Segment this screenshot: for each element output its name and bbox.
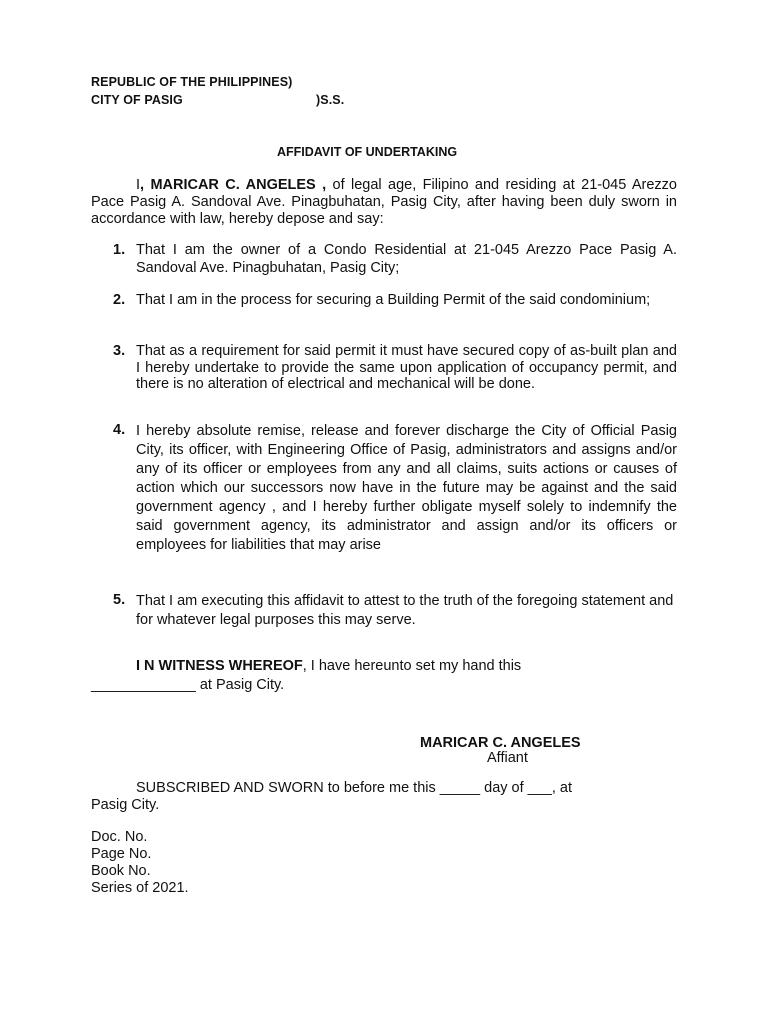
page-no: Page No. (91, 846, 152, 862)
affiant-label: Affiant (487, 750, 528, 766)
affiant-name: MARICAR C. ANGELES (420, 735, 581, 751)
list-item: I hereby absolute remise, release and forever discharge the City of Official Pasig City, its officer, with Engineering Office of Pasig, administrators and assigns and/or any of its officer or employees from any and all claims, suits actions or causes of action which our successors now have in the future may be against and the said government agency , and I hereby further obligate myself solely to indemnify the said government agency, its administrator and assign and/or its officers or employees for liabilities that may arise (136, 423, 677, 553)
item-number: 1. (113, 242, 126, 258)
venue-city: CITY OF PASIG (91, 93, 183, 107)
list-item: That as a requirement for said permit it must have secured copy of as-built plan and I hereby undertake to provide the same upon application of occupancy permit, and there is no alteration of electrical and mechanical will be done. (136, 343, 677, 392)
intro-paragraph (91, 177, 677, 228)
witness-line-1 (136, 658, 521, 675)
affiant-name-inline: , MARICAR C. ANGELES , (140, 177, 327, 193)
subscribed-line-1: SUBSCRIBED AND SWORN to before me this _____ day of ___, at (136, 780, 572, 796)
item-number: 4. (113, 422, 126, 438)
venue-line-1: REPUBLIC OF THE PHILIPPINES) (91, 75, 293, 89)
witness-heading: I N WITNESS WHEREOF (136, 658, 303, 674)
witness-line-2: _____________ at Pasig City. (91, 677, 285, 693)
item-number: 2. (113, 292, 126, 308)
series: Series of 2021. (91, 880, 189, 896)
doc-no: Doc. No. (91, 829, 148, 845)
subscribed-line-2: Pasig City. (91, 797, 160, 813)
intro-text: of legal age, Filipino and residing at 21-045 Arezzo Pace Pasig A. Sandoval Ave. Pinagbuhatan, Pasig City, after having been duly sworn in accordance with law, hereby depose and say: (91, 177, 677, 227)
book-no: Book No. (91, 863, 151, 879)
document-title: AFFIDAVIT OF UNDERTAKING (277, 145, 458, 159)
list-item: That I am in the process for securing a Building Permit of the said condominium; (136, 292, 651, 308)
list-item: That I am executing this affidavit to attest to the truth of the foregoing statement and for whatever legal purposes this may serve. (136, 593, 674, 628)
witness-text: , I have hereunto set my hand this (302, 658, 522, 674)
venue-ss: )S.S. (316, 93, 345, 107)
item-number: 5. (113, 592, 126, 608)
list-item: That I am the owner of a Condo Residential at 21-045 Arezzo Pace Pasig A. Sandoval Ave. Pinagbuhatan, Pasig City; (136, 242, 677, 276)
item-number: 3. (113, 343, 126, 359)
intro-prefix: I (136, 177, 141, 193)
